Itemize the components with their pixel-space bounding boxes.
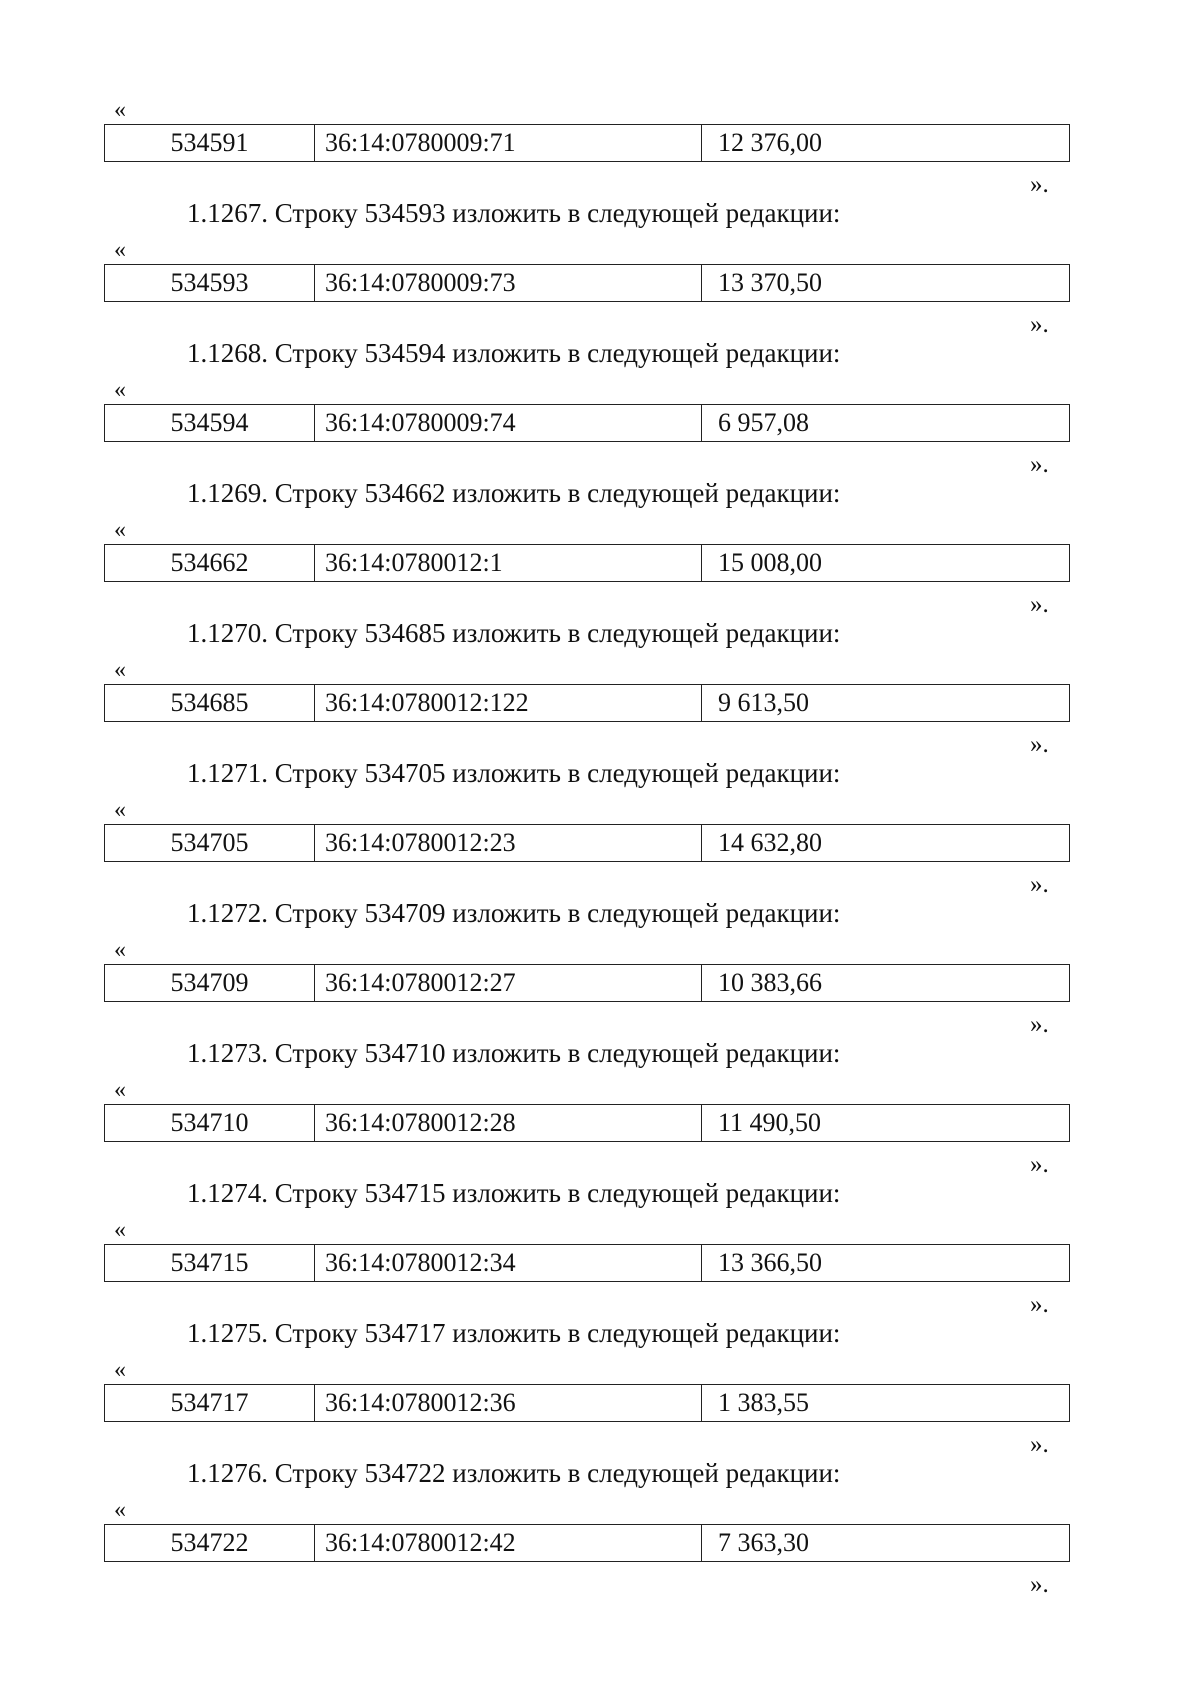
opening-quote: «	[114, 657, 126, 683]
row-code: 534717	[105, 1385, 315, 1421]
row-cadastral-number: 36:14:0780012:122	[315, 685, 702, 721]
opening-quote: «	[114, 97, 126, 123]
row-cadastral-number: 36:14:0780012:1	[315, 545, 702, 581]
table-row	[104, 264, 1070, 302]
table-row	[104, 124, 1070, 162]
row-cadastral-number: 36:14:0780012:36	[315, 1385, 702, 1421]
table-row	[104, 964, 1070, 1002]
row-code: 534662	[105, 545, 315, 581]
amendment-instruction: 1.1267. Строку 534593 изложить в следующей редакции:	[187, 198, 841, 228]
closing-quote: ».	[1030, 1291, 1049, 1318]
closing-quote: ».	[1030, 871, 1049, 898]
closing-quote: ».	[1030, 1151, 1049, 1178]
opening-quote: «	[114, 1357, 126, 1383]
opening-quote: «	[114, 237, 126, 263]
row-code: 534705	[105, 825, 315, 861]
row-code: 534685	[105, 685, 315, 721]
row-code: 534715	[105, 1245, 315, 1281]
table-row	[104, 684, 1070, 722]
closing-quote: ».	[1030, 1011, 1049, 1038]
table-row	[104, 404, 1070, 442]
row-code: 534594	[105, 405, 315, 441]
closing-quote: ».	[1030, 311, 1049, 338]
amendment-instruction: 1.1269. Строку 534662 изложить в следующей редакции:	[187, 478, 841, 508]
row-value: 6 957,08	[718, 408, 809, 437]
amendment-instruction: 1.1272. Строку 534709 изложить в следующей редакции:	[187, 898, 841, 928]
opening-quote: «	[114, 517, 126, 543]
row-value: 13 370,50	[718, 268, 822, 297]
table-row	[104, 1524, 1070, 1562]
closing-quote: ».	[1030, 171, 1049, 198]
table-row	[104, 1384, 1070, 1422]
table-row	[104, 544, 1070, 582]
opening-quote: «	[114, 1497, 126, 1523]
row-value: 9 613,50	[718, 688, 809, 717]
closing-quote: ».	[1030, 591, 1049, 618]
row-cadastral-number: 36:14:0780009:71	[315, 125, 702, 161]
row-code: 534593	[105, 265, 315, 301]
amendment-instruction: 1.1275. Строку 534717 изложить в следующей редакции:	[187, 1318, 841, 1348]
amendment-instruction: 1.1271. Строку 534705 изложить в следующей редакции:	[187, 758, 841, 788]
row-cadastral-number: 36:14:0780012:42	[315, 1525, 702, 1561]
amendment-instruction: 1.1273. Строку 534710 изложить в следующей редакции:	[187, 1038, 841, 1068]
table-row	[104, 824, 1070, 862]
closing-quote: ».	[1030, 731, 1049, 758]
amendment-instruction: 1.1270. Строку 534685 изложить в следующей редакции:	[187, 618, 841, 648]
row-cadastral-number: 36:14:0780009:74	[315, 405, 702, 441]
table-row	[104, 1244, 1070, 1282]
row-code: 534709	[105, 965, 315, 1001]
row-cadastral-number: 36:14:0780012:27	[315, 965, 702, 1001]
opening-quote: «	[114, 1217, 126, 1243]
row-value: 1 383,55	[718, 1388, 809, 1417]
table-row	[104, 1104, 1070, 1142]
closing-quote: ».	[1030, 451, 1049, 478]
row-code: 534722	[105, 1525, 315, 1561]
row-value: 10 383,66	[718, 968, 822, 997]
row-cadastral-number: 36:14:0780012:23	[315, 825, 702, 861]
closing-quote: ».	[1030, 1571, 1049, 1598]
opening-quote: «	[114, 377, 126, 403]
amendment-instruction: 1.1276. Строку 534722 изложить в следующей редакции:	[187, 1458, 841, 1488]
amendment-instruction: 1.1274. Строку 534715 изложить в следующей редакции:	[187, 1178, 841, 1208]
opening-quote: «	[114, 937, 126, 963]
row-cadastral-number: 36:14:0780012:28	[315, 1105, 702, 1141]
opening-quote: «	[114, 1077, 126, 1103]
amendment-instruction: 1.1268. Строку 534594 изложить в следующей редакции:	[187, 338, 841, 368]
row-value: 13 366,50	[718, 1248, 822, 1277]
opening-quote: «	[114, 797, 126, 823]
row-code: 534710	[105, 1105, 315, 1141]
closing-quote: ».	[1030, 1431, 1049, 1458]
row-value: 12 376,00	[718, 128, 822, 157]
row-value: 14 632,80	[718, 828, 822, 857]
row-cadastral-number: 36:14:0780012:34	[315, 1245, 702, 1281]
row-value: 11 490,50	[718, 1108, 822, 1137]
row-code: 534591	[105, 125, 315, 161]
row-value: 7 363,30	[718, 1528, 809, 1557]
row-value: 15 008,00	[718, 548, 822, 577]
row-cadastral-number: 36:14:0780009:73	[315, 265, 702, 301]
